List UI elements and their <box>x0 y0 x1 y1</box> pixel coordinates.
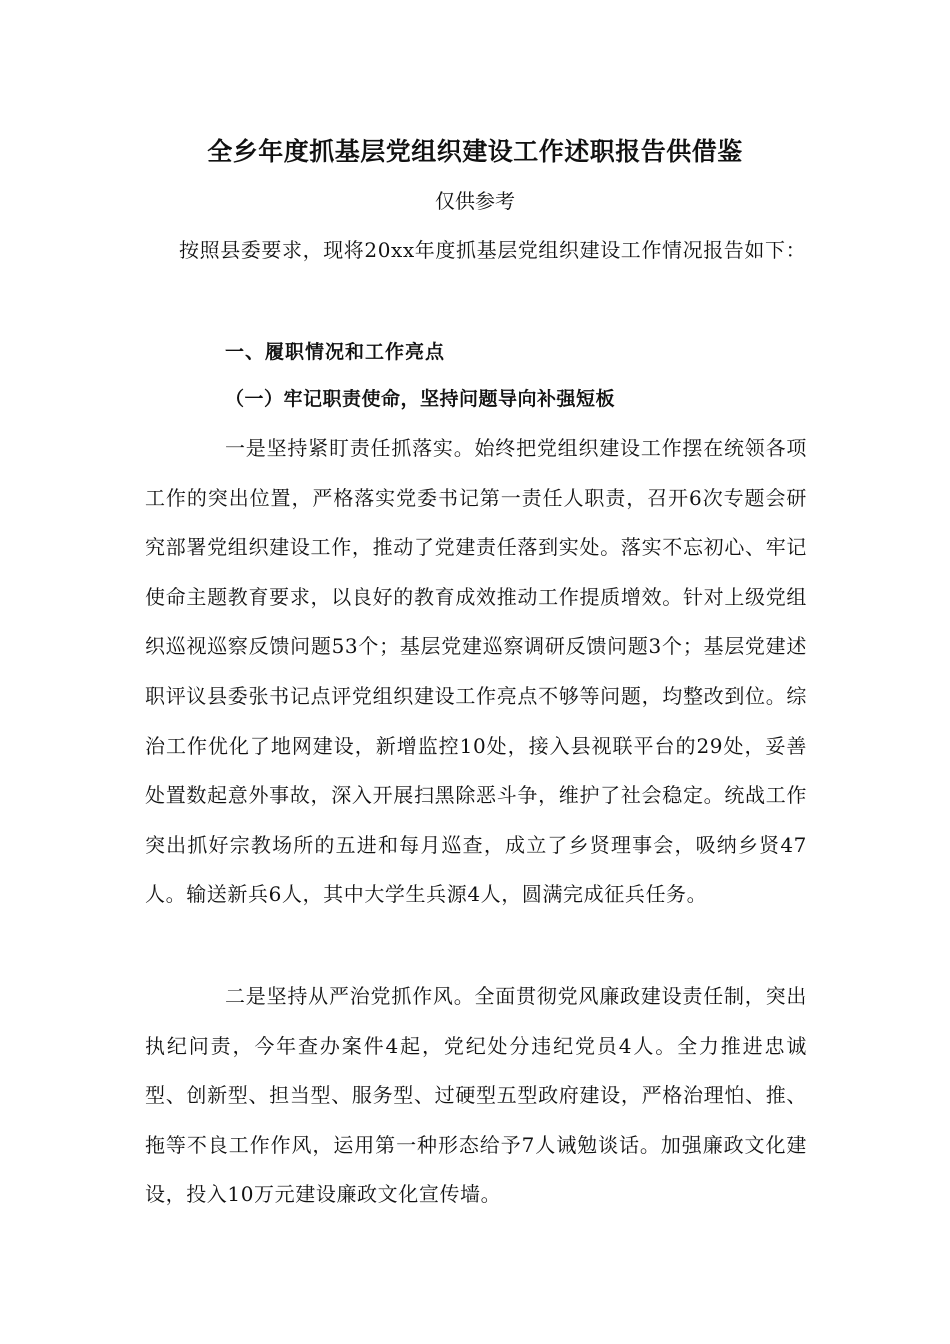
subsection-heading: （一）牢记职责使命，坚持问题导向补强短板 <box>225 388 616 410</box>
body-paragraph-1: 一是坚持紧盯责任抓落实。始终把党组织建设工作摆在统领各项工作的突出位置，严格落实党委书记第一责任人职责，召开6次专题会研究部署党组织建设工作，推动了党建责任落到实处。落实不忘初心、牢记使命主题教育要求，以良好的教育成效推动工作提质增效。针对上级党组织巡视巡察反馈问题53个；基层党建巡察调研反馈问题3个；基层党建述职评议县委张书记点评党组织建设工作亮点不够等问题，均整改到位。综治工作优化了地网建设，新增监控10处，接入县视联平台的29处，妥善处置数起意外事故，深入开展扫黑除恶斗争，维护了社会稳定。统战工作突出抓好宗教场所的五进和每月巡查，成立了乡贤理事会，吸纳乡贤47人。输送新兵6人，其中大学生兵源4人，圆满完成征兵任务。 <box>145 436 807 907</box>
intro-paragraph: 按照县委要求，现将20xx年度抓基层党组织建设工作情况报告如下： <box>179 238 807 262</box>
body-paragraph-2: 二是坚持从严治党抓作风。全面贯彻党风廉政建设责任制，突出执纪问责，今年查办案件4起，党纪处分违纪党员4人。全力推进忠诚型、创新型、担当型、服务型、过硬型五型政府建设，严格治理怕、推、拖等不良工作作风，运用第一种形态给予7人诫勉谈话。加强廉政文化建设，投入10万元建设廉政文化宣传墙。 <box>145 984 807 1207</box>
document-title: 全乡年度抓基层党组织建设工作述职报告供借鉴 <box>207 137 743 166</box>
section-heading: 一、履职情况和工作亮点 <box>225 341 446 363</box>
document-subtitle: 仅供参考 <box>435 189 515 213</box>
